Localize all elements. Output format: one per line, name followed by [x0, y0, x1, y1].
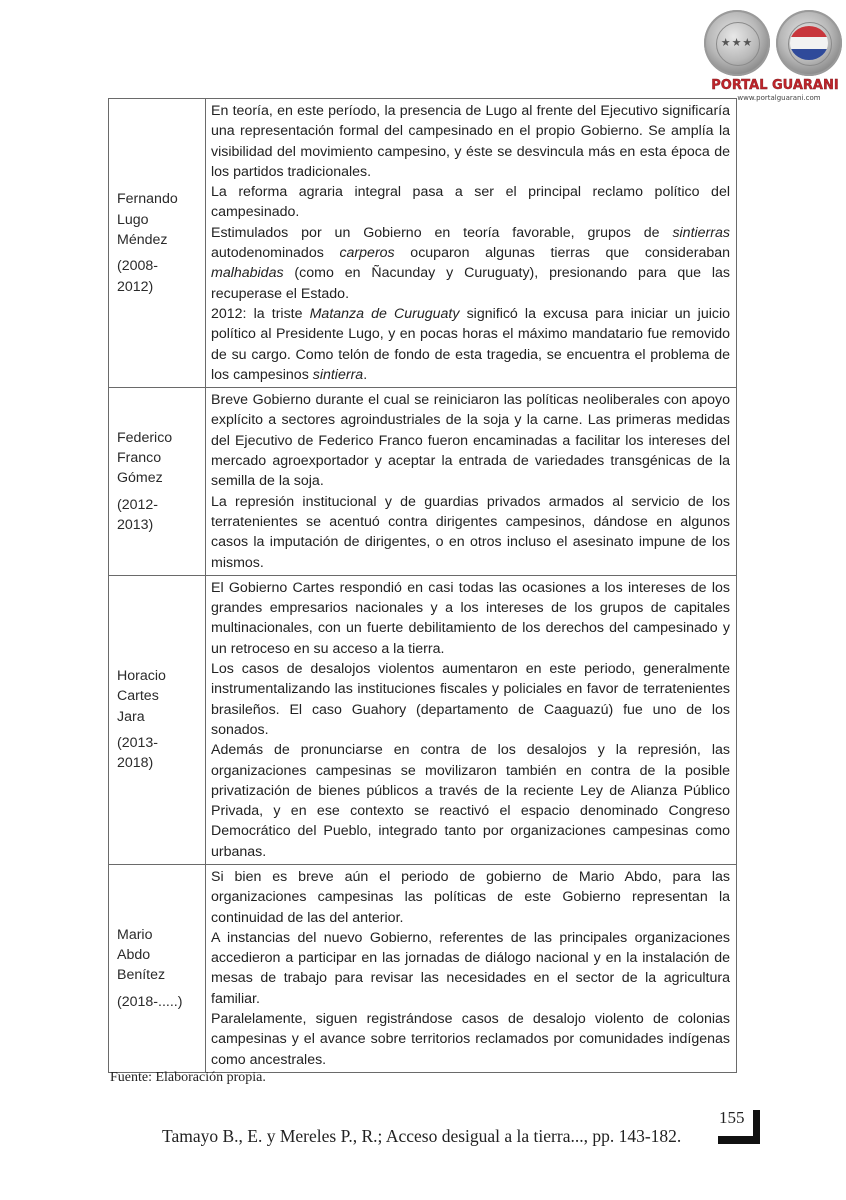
- president-name: Federico: [117, 429, 173, 446]
- term-years: (2013- 2018): [117, 735, 159, 772]
- president-cell: [109, 99, 206, 388]
- table-row: [109, 388, 737, 576]
- president-name: Gómez: [117, 470, 163, 487]
- president-cell: [109, 575, 206, 864]
- president-name: Lugo: [117, 211, 149, 228]
- description-cell: [206, 99, 737, 388]
- president-name: Jara: [117, 708, 145, 725]
- footer-citation: Tamayo B., E. y Mereles P., R.; Acceso desigual a la tierra..., pp. 143-182.: [162, 1126, 682, 1146]
- description-cell: [206, 388, 737, 576]
- page-corner-mark: [718, 1136, 760, 1144]
- portal-guarani-logo: [700, 8, 846, 104]
- president-name: Franco: [117, 450, 162, 467]
- coat-of-arms-seal-icon: [704, 10, 770, 76]
- paragraph: Paralelamente, siguen registrándose casos de desalojo violento de colonias campesinas y el avance sobre territorios reclamados por comunidades indígenas como ancestrales.: [211, 1011, 730, 1068]
- paragraph: Además de pronunciarse en contra de los desalojos y la represión, las organizaciones campesinas se movilizaron también en contra de la posible privatización de bienes públicos a través de la reciente Ley de Alianza Público Privada, y en ese contexto se reactivó el espacio denominado Congreso Democrático del Pueblo, integrado tanto por organizaciones campesinas como urbanas.: [211, 742, 730, 860]
- table-row: [109, 575, 737, 864]
- description-cell: [206, 864, 737, 1072]
- president-name: Cartes: [117, 688, 159, 705]
- term-years: (2012- 2013): [117, 496, 159, 533]
- paragraph: Si bien es breve aún el periodo de gobierno de Mario Abdo, para las organizaciones campesinas las políticas de este Gobierno representan la continuidad de las del anterior.: [211, 868, 730, 926]
- table-row: [109, 99, 737, 388]
- governments-table: [108, 98, 737, 1073]
- logo-name: PORTAL GUARANI: [711, 78, 839, 93]
- president-cell: [109, 864, 206, 1072]
- table-source-note: Fuente: Elaboración propia.: [110, 1070, 266, 1085]
- logo-url: www.portalguarani.com: [737, 94, 821, 102]
- paragraph: 2012: la triste Matanza de Curuguaty significó la excusa para iniciar un juicio político al Presidente Lugo, y en pocas horas el máximo mandatario fue removido de su cargo. Como telón de fondo de esta tragedia, se encuentra el problema de los campesinos sintierra.: [211, 305, 730, 383]
- president-name: Mario: [117, 926, 153, 943]
- stars-icon: ★★★: [720, 36, 754, 49]
- president-name: Fernando: [117, 191, 178, 208]
- flag-icon: [790, 26, 828, 60]
- paragraph: La represión institucional y de guardias privados armados al servicio de los terratenientes se acentuó contra dirigentes campesinos, dándose en algunos casos la imputación de dirigentes, o en otros incluso el asesinato impune de los mismos.: [211, 493, 730, 571]
- table-row: [109, 864, 737, 1072]
- paragraph: Breve Gobierno durante el cual se reiniciaron las políticas neoliberales con apoyo explícito a sectores agroindustriales de la soja y la carne. Las primeras medidas del Ejecutivo de Federico Franco fueron encaminadas a facilitar los intereses del mercado agroexportador y aceptar la entrada de variedades transgénicas de la semilla de la soja.: [211, 392, 730, 490]
- paragraph: La reforma agraria integral pasa a ser el principal reclamo político del campesinado.: [211, 184, 730, 221]
- paragraph: El Gobierno Cartes respondió en casi todas las ocasiones a los intereses de los grandes empresarios nacionales y a los intereses de los grupos de capitales multinacionales, con un fuerte debilitamiento de los derechos del campesinado y un retroceso en su acceso a la tierra.: [211, 579, 730, 657]
- description-cell: [206, 575, 737, 864]
- paragraph: A instancias del nuevo Gobierno, referentes de las principales organizaciones accedieron a participar en las jornadas de diálogo nacional y en la instalación de mesas de trabajo para revisar las necesidades en el sector de la agricultura familiar.: [211, 929, 730, 1007]
- president-name: Horacio: [117, 668, 166, 685]
- term-years: (2018-.....): [117, 993, 183, 1010]
- paragraph: Los casos de desalojos violentos aumentaron en este periodo, generalmente instrumentalizando las instituciones fiscales y policiales en favor de terratenientes brasileños. El caso Guahory (departamento de Caaguazú) fue uno de los sonados.: [211, 661, 730, 738]
- paraguay-map-seal-icon: [776, 10, 842, 76]
- page-number: 155: [719, 1108, 745, 1127]
- president-cell: [109, 388, 206, 576]
- term-years: (2008- 2012): [117, 258, 159, 295]
- paragraph: Estimulados por un Gobierno en teoría favorable, grupos de sintierras autodenominados carperos ocuparon algunas tierras que consideraban malhabidas (como en Ñacunday y Curuguaty), presionando para que las recuperase el Estado.: [211, 224, 731, 302]
- paragraph: En teoría, en este período, la presencia de Lugo al frente del Ejecutivo significaría una representación formal del campesinado en el propio Gobierno. Se amplía la visibilidad del movimiento campesino, y éste se desvincula más en esta época de los partidos tradicionales.: [211, 103, 730, 180]
- president-name: Méndez: [117, 231, 168, 248]
- president-name: Benítez: [117, 967, 166, 984]
- president-name: Abdo: [117, 947, 151, 964]
